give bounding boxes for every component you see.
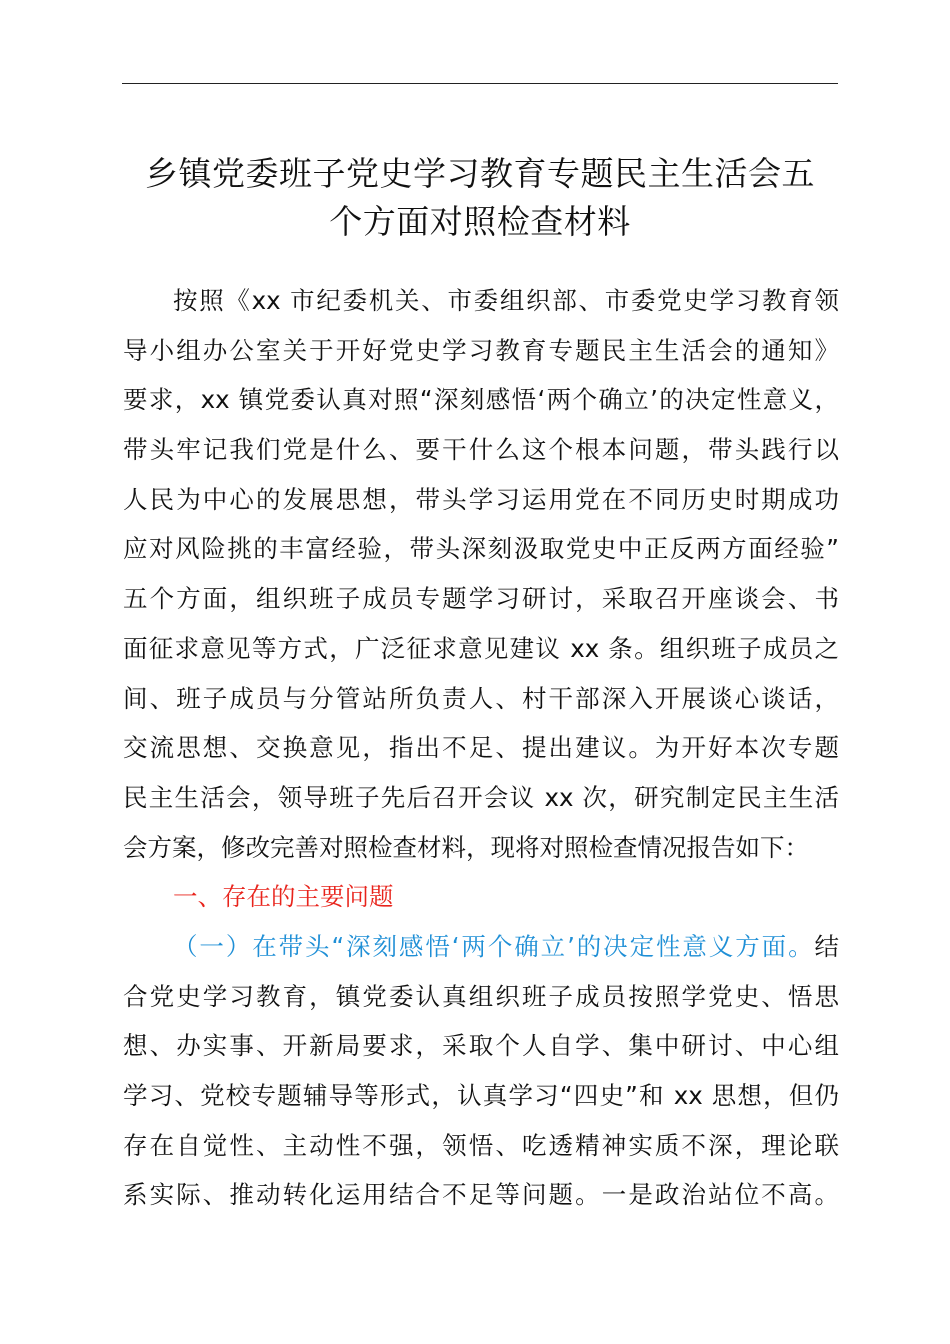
intro-line-7: 五个方面，组织班子成员专题学习研讨，采取召开座谈会、书 (123, 584, 839, 614)
header-rule (122, 83, 838, 84)
intro-line-12: 会方案，修改完善对照检查材料，现将对照检查情况报告如下： (123, 832, 809, 862)
title-line-1: 乡镇党委班子党史学习教育专题民主生活会五 (145, 154, 815, 193)
intro-line-11: 民主生活会，领导班子先后召开会议 xx 次，研究制定民主生活 (123, 782, 839, 812)
intro-line-1: 按照《xx 市纪委机关、市委组织部、市委党史学习教育领 (173, 286, 839, 315)
intro-line-5: 人民为中心的发展思想，带头学习运用党在不同历史时期成功 (123, 484, 839, 514)
document-title (110, 150, 850, 246)
subsection-line-2: 合党史学习教育，镇党委认真组织班子成员按照学党史、悟思 (123, 981, 839, 1011)
document-body (123, 276, 839, 1220)
subsection-line-5: 存在自觉性、主动性不强，领悟、吃透精神实质不深，理论联 (123, 1130, 839, 1160)
subsection-line-3: 想、办实事、开新局要求，采取个人自学、集中研讨、中心组 (123, 1031, 839, 1061)
subsection-first-line (123, 922, 839, 972)
subsection-line-4: 学习、党校专题辅导等形式，认真学习“四史”和 xx 思想，但仍 (123, 1081, 839, 1110)
intro-line-4: 带头牢记我们党是什么、要干什么这个根本问题，带头践行以 (123, 435, 839, 465)
title-line-2: 个方面对照检查材料 (329, 202, 631, 241)
intro-line-8: 面征求意见等方式，广泛征求意见建议 xx 条。组织班子成员之 (123, 633, 839, 663)
intro-line-3: 要求，xx 镇党委认真对照“深刻感悟‘两个确立’的决定性意义， (123, 385, 839, 415)
subsection-heading: （一）在带头“深刻感悟‘两个确立’的决定性意义方面。 (173, 931, 815, 961)
section-heading: 一、存在的主要问题 (173, 882, 394, 912)
intro-line-10: 交流思想、交换意见，指出不足、提出建议。为开好本次专题 (123, 733, 839, 763)
subsection-first-line-tail: 结 (814, 931, 839, 961)
subsection-line-6: 系实际、推动转化运用结合不足等问题。一是政治站位不高。 (123, 1180, 839, 1210)
intro-line-6: 应对风险挑的丰富经验，带头深刻汲取党史中正反两方面经验” (123, 534, 839, 564)
intro-line-2: 导小组办公室关于开好党史学习教育专题民主生活会的通知》 (123, 335, 839, 365)
intro-line-9: 间、班子成员与分管站所负责人、村干部深入开展谈心谈话， (123, 683, 839, 713)
